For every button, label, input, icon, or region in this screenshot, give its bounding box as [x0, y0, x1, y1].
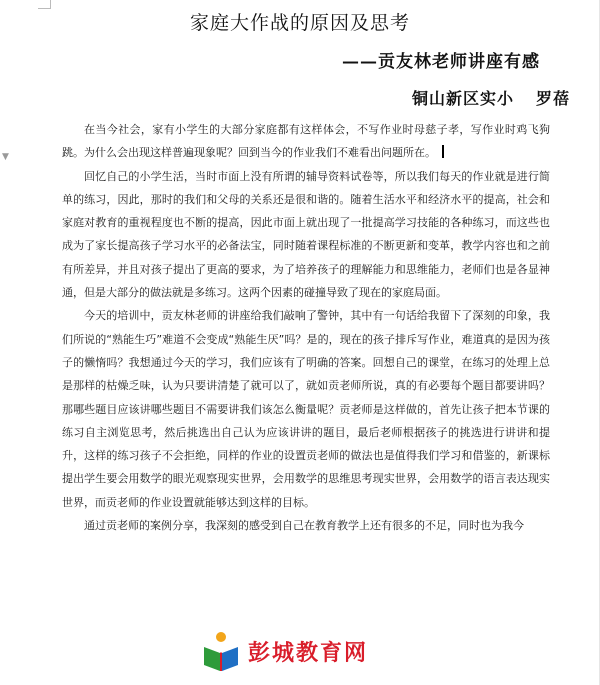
text-cursor: [442, 145, 444, 158]
author-line: [412, 86, 570, 109]
document-subtitle: ——贡友林老师讲座有感: [342, 52, 540, 72]
document-title: 家庭大作战的原因及思考: [189, 12, 410, 34]
site-watermark: [200, 628, 420, 674]
book-logo-icon: [200, 629, 242, 673]
paragraph: [62, 118, 550, 165]
author-name: 罗蓓: [535, 89, 570, 108]
author-school: 铜山新区实小: [411, 89, 514, 108]
left-margin-marker: ▼: [2, 152, 9, 162]
paragraph: 今天的培训中，贡友林老师的讲座给我们敲响了警钟，其中有一句话给我留下了深刻的印象，我们所说的“熟能生巧”难道不会变成“熟能生厌”吗？是的，现在的孩子排斥写作业，难道真的是因为孩子的懒惰吗？我想通过今天的学习，我们应该有了明确的答案。回想自己的课堂，在练习的处理上总是那样的枯燥乏味，认为只要讲清楚了就可以了，就如贡老师所说，真的有必要每个题目都要讲吗？那哪些题目应该讲哪些题目不需要讲我们该怎么衡量呢？贡老师是这样做的，首先让孩子把本节课的练习自主浏览思考，然后挑选出自己认为应该讲讲的题目，最后老师根据孩子的挑选进行讲讲和提升，这样的练习孩子不会拒绝，同样的作业的设置贡老师的做法也是值得我们学习和借鉴的，新课标提出学生要会用数学的眼光观察现实世界，会用数学的思维思考现实世界，会用数学的语言表达现实世界，而贡老师的作业设置就能够达到这样的目标。: [62, 309, 550, 509]
document-body[interactable]: [62, 118, 550, 537]
paragraph: 回忆自己的小学生活，当时市面上没有所谓的辅导资料试卷等，所以我们每天的作业就是进行简单的练习，因此，那时的我们和父母的关系还是很和谐的。随着生活水平和经济水平的提高，社会和家庭对教育的重视程度也不断的提高，因此市面上就出现了一批提高学习技能的各种练习，而这些也成为了家长提高孩子学习水平的必备法宝，同时随着课程标准的不断更新和变革，教学内容也和之前有所差异，并且对孩子提出了更高的要求，为了培养孩子的理解能力和思维能力，老师们也是各显神通，但是大部分的做法就是多练习。这两个因素的碰撞导致了现在的家庭局面。: [62, 169, 550, 300]
paragraph: 通过贡老师的案例分享，我深刻的感受到自己在教育教学上还有很多的不足，同时也为我今: [84, 519, 524, 533]
paragraph-text: 在当今社会，家有小学生的大部分家庭都有这样体会，不写作业时母慈子孝，写作业时鸡飞狗跳。为什么会出现这样普遍现象呢？回到当今的作业我们不难看出问题所在。: [62, 123, 550, 160]
watermark-text: 彭城教育网: [248, 640, 369, 666]
